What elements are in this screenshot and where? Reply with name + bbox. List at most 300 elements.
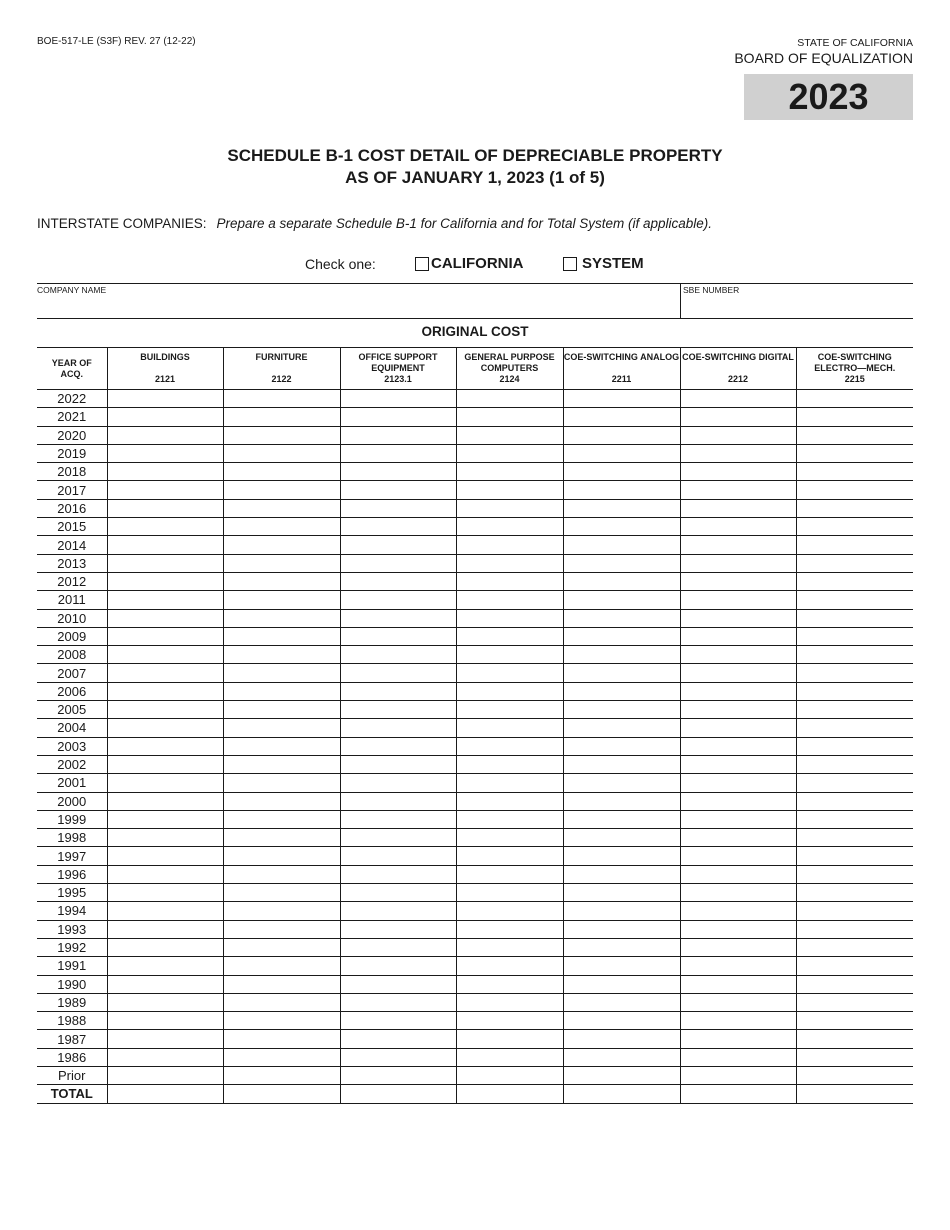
cost-input-cell[interactable] [563, 755, 680, 773]
cost-input-cell[interactable] [107, 1030, 223, 1048]
cost-input-cell[interactable] [563, 444, 680, 462]
cost-input-cell[interactable] [340, 609, 456, 627]
cost-input-cell[interactable] [680, 426, 796, 444]
cost-input-cell[interactable] [796, 719, 913, 737]
cost-input-cell[interactable] [107, 975, 223, 993]
cost-input-cell[interactable] [340, 426, 456, 444]
cost-input-cell[interactable] [796, 463, 913, 481]
cost-input-cell[interactable] [340, 646, 456, 664]
cost-input-cell[interactable] [223, 938, 340, 956]
cost-input-cell[interactable] [456, 957, 563, 975]
cost-input-cell[interactable] [107, 627, 223, 645]
cost-input-cell[interactable] [107, 902, 223, 920]
cost-input-cell[interactable] [456, 975, 563, 993]
cost-input-cell[interactable] [340, 664, 456, 682]
cost-input-cell[interactable] [680, 920, 796, 938]
cost-input-cell[interactable] [223, 737, 340, 755]
year-cell: 2015 [37, 518, 107, 536]
cost-input-cell[interactable] [107, 554, 223, 572]
cost-input-cell[interactable] [340, 408, 456, 426]
cost-input-cell[interactable] [563, 810, 680, 828]
california-option[interactable] [415, 255, 524, 272]
cost-input-cell[interactable] [340, 737, 456, 755]
cost-input-cell[interactable] [796, 975, 913, 993]
year-of-acq-header [37, 348, 107, 390]
cost-input-cell[interactable] [340, 481, 456, 499]
cost-input-cell[interactable] [563, 938, 680, 956]
cost-input-cell[interactable] [456, 810, 563, 828]
cost-input-cell[interactable] [107, 682, 223, 700]
cost-input-cell[interactable] [456, 1085, 563, 1103]
cost-input-cell[interactable] [563, 1066, 680, 1084]
cost-input-cell[interactable] [223, 792, 340, 810]
cost-input-cell[interactable] [107, 426, 223, 444]
cost-input-cell[interactable] [796, 884, 913, 902]
cost-input-cell[interactable] [563, 1012, 680, 1030]
cost-input-cell[interactable] [340, 518, 456, 536]
cost-input-cell[interactable] [563, 1030, 680, 1048]
cost-input-cell[interactable] [340, 719, 456, 737]
cost-input-cell[interactable] [340, 463, 456, 481]
cost-input-cell[interactable] [223, 682, 340, 700]
cost-input-cell[interactable] [456, 847, 563, 865]
cost-input-cell[interactable] [796, 920, 913, 938]
cost-input-cell[interactable] [796, 572, 913, 590]
cost-input-cell[interactable] [680, 993, 796, 1011]
cost-input-cell[interactable] [223, 554, 340, 572]
cost-input-cell[interactable] [223, 664, 340, 682]
cost-input-cell[interactable] [223, 1066, 340, 1084]
cost-input-cell[interactable] [340, 627, 456, 645]
cost-input-cell[interactable] [456, 774, 563, 792]
cost-input-cell[interactable] [563, 408, 680, 426]
cost-input-cell[interactable] [340, 572, 456, 590]
cost-input-cell[interactable] [796, 865, 913, 883]
cost-input-cell[interactable] [796, 682, 913, 700]
cost-input-cell[interactable] [107, 1012, 223, 1030]
cost-input-cell[interactable] [796, 1030, 913, 1048]
cost-input-cell[interactable] [223, 902, 340, 920]
cost-input-cell[interactable] [563, 902, 680, 920]
cost-input-cell[interactable] [680, 1066, 796, 1084]
cost-input-cell[interactable] [456, 518, 563, 536]
cost-input-cell[interactable] [223, 975, 340, 993]
cost-input-cell[interactable] [680, 902, 796, 920]
cost-input-cell[interactable] [456, 993, 563, 1011]
cost-input-cell[interactable] [680, 938, 796, 956]
cost-input-cell[interactable] [107, 938, 223, 956]
cost-input-cell[interactable] [223, 1048, 340, 1066]
cost-input-cell[interactable] [680, 591, 796, 609]
cost-input-cell[interactable] [563, 499, 680, 517]
cost-input-cell[interactable] [456, 664, 563, 682]
cost-input-cell[interactable] [107, 792, 223, 810]
table-row [37, 554, 913, 572]
cost-input-cell[interactable] [107, 865, 223, 883]
cost-input-cell[interactable] [680, 444, 796, 462]
cost-input-cell[interactable] [223, 865, 340, 883]
cost-input-cell[interactable] [223, 627, 340, 645]
cost-input-cell[interactable] [107, 591, 223, 609]
column-header-label: COE-SWITCHING ELECTRO—MECH. [814, 352, 896, 373]
cost-input-cell[interactable] [107, 755, 223, 773]
cost-input-cell[interactable] [107, 719, 223, 737]
cost-input-cell[interactable] [680, 499, 796, 517]
cost-input-cell[interactable] [456, 481, 563, 499]
cost-input-cell[interactable] [680, 737, 796, 755]
cost-input-cell[interactable] [796, 957, 913, 975]
cost-input-cell[interactable] [796, 829, 913, 847]
cost-input-cell[interactable] [563, 920, 680, 938]
cost-input-cell[interactable] [456, 938, 563, 956]
cost-input-cell[interactable] [680, 646, 796, 664]
cost-input-cell[interactable] [223, 444, 340, 462]
cost-input-cell[interactable] [563, 719, 680, 737]
cost-input-cell[interactable] [456, 572, 563, 590]
cost-input-cell[interactable] [680, 609, 796, 627]
cost-input-cell[interactable] [563, 481, 680, 499]
cost-input-cell[interactable] [223, 536, 340, 554]
cost-input-cell[interactable] [456, 682, 563, 700]
cost-input-cell[interactable] [680, 847, 796, 865]
cost-input-cell[interactable] [107, 463, 223, 481]
cost-input-cell[interactable] [107, 957, 223, 975]
cost-input-cell[interactable] [456, 554, 563, 572]
cost-input-cell[interactable] [107, 1066, 223, 1084]
cost-input-cell[interactable] [563, 993, 680, 1011]
cost-input-cell[interactable] [456, 829, 563, 847]
cost-input-cell[interactable] [680, 957, 796, 975]
cost-input-cell[interactable] [796, 499, 913, 517]
cost-input-cell[interactable] [340, 536, 456, 554]
column-header-label: GENERAL PURPOSE COMPUTERS [464, 352, 555, 373]
system-checkbox[interactable] [563, 257, 577, 271]
cost-input-cell[interactable] [680, 554, 796, 572]
cost-input-cell[interactable] [456, 426, 563, 444]
cost-input-cell[interactable] [680, 792, 796, 810]
cost-input-cell[interactable] [563, 829, 680, 847]
cost-input-cell[interactable] [456, 1012, 563, 1030]
cost-input-cell[interactable] [340, 847, 456, 865]
cost-input-cell[interactable] [563, 426, 680, 444]
cost-input-cell[interactable] [563, 737, 680, 755]
cost-input-cell[interactable] [796, 554, 913, 572]
cost-input-cell[interactable] [340, 591, 456, 609]
cost-input-cell[interactable] [563, 975, 680, 993]
cost-input-cell[interactable] [680, 701, 796, 719]
sbe-number-field[interactable] [680, 284, 914, 318]
cost-input-cell[interactable] [340, 755, 456, 773]
cost-input-cell[interactable] [223, 920, 340, 938]
cost-input-cell[interactable] [796, 591, 913, 609]
cost-input-cell[interactable] [456, 609, 563, 627]
cost-input-cell[interactable] [796, 993, 913, 1011]
cost-input-cell[interactable] [680, 481, 796, 499]
cost-input-cell[interactable] [563, 865, 680, 883]
cost-input-cell[interactable] [223, 884, 340, 902]
cost-input-cell[interactable] [223, 408, 340, 426]
cost-input-cell[interactable] [456, 737, 563, 755]
cost-input-cell[interactable] [456, 1030, 563, 1048]
cost-input-cell[interactable] [563, 847, 680, 865]
cost-input-cell[interactable] [223, 426, 340, 444]
table-row [37, 810, 913, 828]
cost-input-cell[interactable] [680, 536, 796, 554]
cost-input-cell[interactable] [107, 829, 223, 847]
cost-input-cell[interactable] [796, 755, 913, 773]
cost-input-cell[interactable] [340, 829, 456, 847]
cost-input-cell[interactable] [456, 865, 563, 883]
cost-input-cell[interactable] [563, 609, 680, 627]
cost-input-cell[interactable] [680, 1085, 796, 1103]
cost-input-cell[interactable] [680, 1030, 796, 1048]
cost-input-cell[interactable] [563, 792, 680, 810]
cost-input-cell[interactable] [563, 957, 680, 975]
cost-input-cell[interactable] [796, 664, 913, 682]
company-name-label: COMPANY NAME [37, 285, 107, 295]
cost-input-cell[interactable] [223, 646, 340, 664]
cost-input-cell[interactable] [107, 774, 223, 792]
cost-input-cell[interactable] [456, 1066, 563, 1084]
cost-input-cell[interactable] [223, 810, 340, 828]
cost-input-cell[interactable] [563, 682, 680, 700]
cost-input-cell[interactable] [340, 682, 456, 700]
cost-input-cell[interactable] [563, 664, 680, 682]
cost-input-cell[interactable] [456, 536, 563, 554]
cost-input-cell[interactable] [223, 719, 340, 737]
california-checkbox[interactable] [415, 257, 429, 271]
cost-input-cell[interactable] [107, 993, 223, 1011]
cost-input-cell[interactable] [340, 884, 456, 902]
cost-input-cell[interactable] [223, 591, 340, 609]
cost-input-cell[interactable] [340, 902, 456, 920]
cost-input-cell[interactable] [680, 1012, 796, 1030]
cost-input-cell[interactable] [107, 518, 223, 536]
cost-input-cell[interactable] [563, 518, 680, 536]
cost-input-cell[interactable] [796, 646, 913, 664]
cost-input-cell[interactable] [340, 1066, 456, 1084]
cost-input-cell[interactable] [223, 774, 340, 792]
cost-input-cell[interactable] [107, 481, 223, 499]
cost-input-cell[interactable] [107, 499, 223, 517]
cost-input-cell[interactable] [456, 499, 563, 517]
cost-input-cell[interactable] [796, 938, 913, 956]
cost-input-cell[interactable] [107, 390, 223, 408]
cost-input-cell[interactable] [563, 463, 680, 481]
cost-input-cell[interactable] [107, 1085, 223, 1103]
cost-input-cell[interactable] [340, 938, 456, 956]
cost-input-cell[interactable] [796, 481, 913, 499]
cost-input-cell[interactable] [340, 957, 456, 975]
cost-input-cell[interactable] [456, 444, 563, 462]
table-row [37, 884, 913, 902]
cost-input-cell[interactable] [680, 774, 796, 792]
cost-input-cell[interactable] [456, 408, 563, 426]
cost-input-cell[interactable] [563, 572, 680, 590]
year-cell: 1988 [37, 1012, 107, 1030]
cost-input-cell[interactable] [223, 701, 340, 719]
cost-input-cell[interactable] [796, 1012, 913, 1030]
cost-input-cell[interactable] [680, 810, 796, 828]
cost-input-cell[interactable] [796, 1085, 913, 1103]
table-row [37, 774, 913, 792]
cost-input-cell[interactable] [680, 829, 796, 847]
cost-input-cell[interactable] [563, 774, 680, 792]
cost-input-cell[interactable] [563, 554, 680, 572]
cost-input-cell[interactable] [223, 1085, 340, 1103]
cost-input-cell[interactable] [680, 463, 796, 481]
cost-input-cell[interactable] [456, 792, 563, 810]
cost-input-cell[interactable] [680, 884, 796, 902]
cost-input-cell[interactable] [796, 774, 913, 792]
cost-input-cell[interactable] [223, 572, 340, 590]
cost-input-cell[interactable] [563, 701, 680, 719]
cost-input-cell[interactable] [796, 810, 913, 828]
table-row [37, 865, 913, 883]
cost-input-cell[interactable] [340, 444, 456, 462]
cost-input-cell[interactable] [796, 627, 913, 645]
cost-input-cell[interactable] [340, 993, 456, 1011]
cost-input-cell[interactable] [107, 737, 223, 755]
cost-input-cell[interactable] [456, 701, 563, 719]
cost-input-cell[interactable] [563, 536, 680, 554]
cost-input-cell[interactable] [340, 1012, 456, 1030]
cost-input-cell[interactable] [796, 609, 913, 627]
cost-input-cell[interactable] [796, 390, 913, 408]
year-cell: 1993 [37, 920, 107, 938]
cost-input-cell[interactable] [107, 408, 223, 426]
cost-input-cell[interactable] [796, 701, 913, 719]
cost-input-cell[interactable] [340, 390, 456, 408]
cost-input-cell[interactable] [223, 481, 340, 499]
cost-input-cell[interactable] [456, 646, 563, 664]
cost-input-cell[interactable] [107, 920, 223, 938]
cost-input-cell[interactable] [563, 627, 680, 645]
cost-input-cell[interactable] [680, 975, 796, 993]
cost-input-cell[interactable] [223, 829, 340, 847]
cost-input-cell[interactable] [223, 499, 340, 517]
cost-input-cell[interactable] [796, 737, 913, 755]
cost-input-cell[interactable] [223, 390, 340, 408]
cost-input-cell[interactable] [223, 1030, 340, 1048]
year-cell: 2020 [37, 426, 107, 444]
cost-input-cell[interactable] [563, 884, 680, 902]
cost-input-cell[interactable] [340, 1085, 456, 1103]
cost-input-cell[interactable] [796, 902, 913, 920]
cost-input-cell[interactable] [456, 390, 563, 408]
cost-input-cell[interactable] [223, 609, 340, 627]
cost-input-cell[interactable] [563, 1048, 680, 1066]
cost-input-cell[interactable] [796, 1066, 913, 1084]
column-header-5 [563, 348, 680, 390]
year-cell: 2005 [37, 701, 107, 719]
cost-input-cell[interactable] [107, 536, 223, 554]
cost-input-cell[interactable] [563, 1085, 680, 1103]
california-label: CALIFORNIA [431, 255, 524, 272]
cost-input-cell[interactable] [456, 591, 563, 609]
cost-input-cell[interactable] [340, 554, 456, 572]
cost-input-cell[interactable] [796, 1048, 913, 1066]
cost-input-cell[interactable] [796, 847, 913, 865]
cost-input-cell[interactable] [340, 810, 456, 828]
cost-input-cell[interactable] [456, 719, 563, 737]
cost-input-cell[interactable] [680, 755, 796, 773]
cost-input-cell[interactable] [796, 536, 913, 554]
cost-input-cell[interactable] [340, 701, 456, 719]
cost-input-cell[interactable] [680, 1048, 796, 1066]
cost-input-cell[interactable] [680, 572, 796, 590]
cost-input-cell[interactable] [680, 865, 796, 883]
cost-input-cell[interactable] [107, 1048, 223, 1066]
cost-input-cell[interactable] [107, 646, 223, 664]
cost-input-cell[interactable] [796, 444, 913, 462]
cost-input-cell[interactable] [680, 408, 796, 426]
year-cell: 2011 [37, 591, 107, 609]
cost-input-cell[interactable] [680, 719, 796, 737]
cost-input-cell[interactable] [223, 518, 340, 536]
cost-input-cell[interactable] [456, 920, 563, 938]
cost-input-cell[interactable] [456, 627, 563, 645]
cost-input-cell[interactable] [340, 499, 456, 517]
cost-input-cell[interactable] [107, 609, 223, 627]
cost-input-cell[interactable] [340, 1048, 456, 1066]
year-cell: 1992 [37, 938, 107, 956]
cost-input-cell[interactable] [107, 701, 223, 719]
cost-input-cell[interactable] [456, 902, 563, 920]
table-row [37, 408, 913, 426]
cost-input-cell[interactable] [680, 390, 796, 408]
cost-input-cell[interactable] [340, 792, 456, 810]
cost-input-cell[interactable] [563, 646, 680, 664]
cost-input-cell[interactable] [340, 774, 456, 792]
cost-input-cell[interactable] [223, 847, 340, 865]
cost-input-cell[interactable] [340, 865, 456, 883]
cost-input-cell[interactable] [340, 975, 456, 993]
cost-input-cell[interactable] [223, 1012, 340, 1030]
cost-input-cell[interactable] [563, 390, 680, 408]
cost-input-cell[interactable] [680, 518, 796, 536]
cost-input-cell[interactable] [456, 463, 563, 481]
cost-input-cell[interactable] [107, 664, 223, 682]
cost-input-cell[interactable] [107, 847, 223, 865]
cost-input-cell[interactable] [223, 957, 340, 975]
cost-input-cell[interactable] [223, 463, 340, 481]
cost-input-cell[interactable] [107, 572, 223, 590]
cost-input-cell[interactable] [456, 755, 563, 773]
cost-input-cell[interactable] [340, 1030, 456, 1048]
cost-input-cell[interactable] [563, 591, 680, 609]
cost-input-cell[interactable] [680, 664, 796, 682]
cost-input-cell[interactable] [796, 518, 913, 536]
cost-input-cell[interactable] [107, 444, 223, 462]
cost-input-cell[interactable] [796, 408, 913, 426]
cost-input-cell[interactable] [456, 884, 563, 902]
table-row [37, 792, 913, 810]
cost-input-cell[interactable] [456, 1048, 563, 1066]
table-row [37, 1066, 913, 1084]
cost-input-cell[interactable] [223, 993, 340, 1011]
cost-input-cell[interactable] [796, 426, 913, 444]
cost-input-cell[interactable] [107, 810, 223, 828]
cost-input-cell[interactable] [796, 792, 913, 810]
year-cell: 2018 [37, 463, 107, 481]
cost-input-cell[interactable] [107, 884, 223, 902]
system-option[interactable] [563, 255, 644, 272]
cost-input-cell[interactable] [223, 755, 340, 773]
cost-input-cell[interactable] [680, 627, 796, 645]
cost-input-cell[interactable] [340, 920, 456, 938]
cost-input-cell[interactable] [680, 682, 796, 700]
